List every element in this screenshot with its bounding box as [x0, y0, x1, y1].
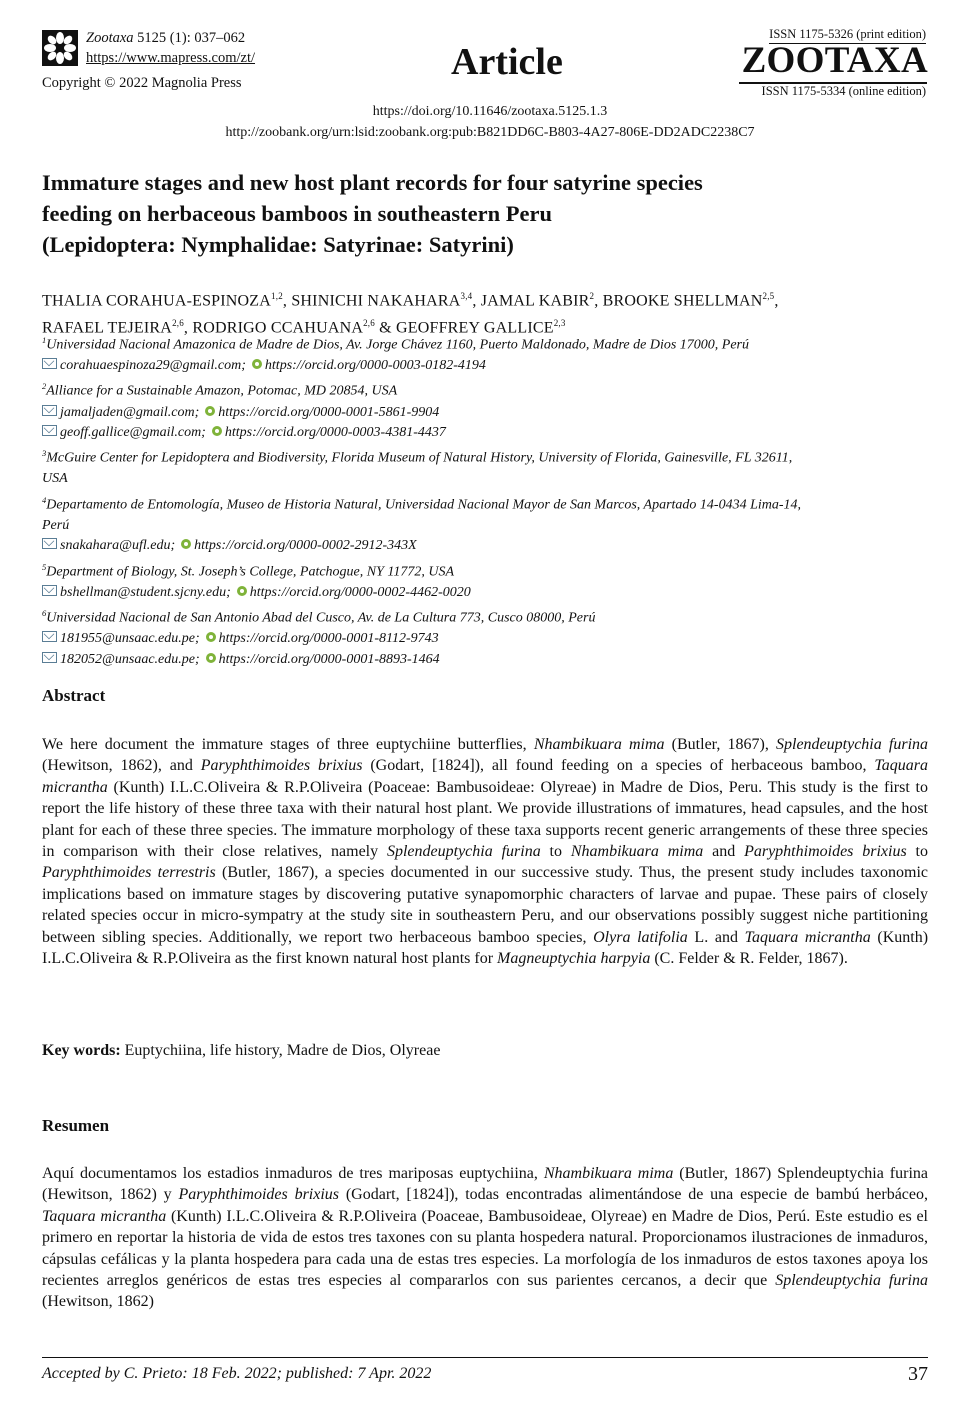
journal-issue: 5125 (1): 037–062: [133, 30, 246, 46]
email-link[interactable]: bshellman@student.sjcny.edu;: [60, 584, 231, 600]
keywords-label: Key words:: [42, 1042, 121, 1059]
contact-line: [42, 650, 932, 670]
article-type-label: Article: [451, 41, 563, 83]
orcid-icon: [181, 539, 191, 549]
orcid-icon: [237, 586, 247, 596]
email-icon: [42, 405, 57, 416]
affiliation-3: [42, 443, 932, 469]
title-line: Immature stages and new host plant records for four satyrine species: [42, 170, 703, 195]
magnolia-flower-icon: [42, 30, 78, 66]
species-name: Olyra latifolia: [593, 928, 688, 946]
abstract-paragraph: [42, 734, 928, 969]
journal-name: Zootaxa: [86, 30, 134, 46]
author-name: THALIA CORAHUA-ESPINOZA: [42, 292, 272, 310]
affiliation-4-cont: Perú: [42, 517, 70, 533]
author-name: BROOKE SHELLMAN: [602, 292, 763, 310]
species-name: Nhambikuara mima: [543, 1165, 674, 1182]
affiliation-number: 3: [42, 448, 47, 459]
affiliation-6: [42, 603, 932, 629]
issn-print: ISSN 1175-5326 (print edition): [769, 27, 926, 44]
orcid-link[interactable]: https://orcid.org/0000-0002-4462-0020: [249, 584, 471, 600]
email-link[interactable]: 181955@unsaac.edu.pe;: [60, 631, 200, 647]
text-run: (Butler, 1867), a species documented in our successive study. Thus, the present study includes taxonomic implications based on immature stages by discovering putative synapomorphic characters of larvae and pupae. These pairs of closely related species occur in micro-sympatry at the study site in southeastern Peru, and our observations possibly suggest niche partitioning between sibling species. Additionally, we report two herbaceous bamboo species,: [42, 864, 929, 946]
text-run: to: [540, 843, 571, 861]
text-run: (C. Felder & R. Felder, 1867).: [650, 950, 848, 968]
author-separator: ,: [183, 319, 193, 337]
affiliation-4: [42, 490, 932, 516]
affiliation-3-cont: USA: [42, 471, 68, 487]
text-run: Aquí documentamos los estadios inmaduros de tres mariposas euptychiina,: [42, 1165, 544, 1182]
author-name: RODRIGO CCAHUANA: [192, 319, 364, 337]
title-line: (Lepidoptera: Nymphalidae: Satyrinae: Satyrini): [42, 232, 514, 257]
species-name: Nhambikuara mima: [533, 736, 665, 753]
email-icon: [42, 538, 57, 549]
text-run: and: [703, 843, 745, 861]
text-run: (Kunth) I.L.C.Oliveira & R.P.Oliveira (Poaceae: Bambusoideae: Olyreae) in Madre de Dios, Peru. This study is the first to report the life history of these three taxa with their natural host plant. We provide illustrations of immatures, head capsules, and the host plant for each of these three species. The immature morphology of these taxa supports recent generic arrangements of these three species in comparison with their close relatives, namely: [42, 778, 928, 861]
affiliation-1: [42, 330, 932, 356]
species-name: Paryphthimoides brixius: [178, 1186, 340, 1204]
affiliation-number: 6: [42, 608, 47, 619]
zoobank-link[interactable]: http://zoobank.org/urn:lsid:zoobank.org:pub:B821DD6C-B803-4A27-806E-DD2ADC2238C7: [225, 125, 755, 140]
abstract-heading: Abstract: [42, 686, 106, 705]
email-icon: [42, 652, 57, 663]
email-link[interactable]: snakahara@ufl.edu;: [60, 538, 176, 554]
text-run: (Butler, 1867),: [664, 736, 776, 753]
author-affiliation-ref: 2: [589, 291, 595, 301]
acceptance-note: Accepted by C. Prieto: 18 Feb. 2022; published: 7 Apr. 2022: [42, 1365, 432, 1382]
author-separator: ,: [774, 292, 779, 310]
affiliation-text: Department of Biology, St. Joseph’s College, Patchogue, NY 11772, USA: [46, 564, 455, 580]
email-icon: [42, 631, 57, 642]
email-link[interactable]: jamaljaden@gmail.com;: [60, 404, 200, 420]
resumen-heading: Resumen: [42, 1116, 110, 1135]
text-run: (Kunth) I.L.C.Oliveira & R.P.Oliveira as the first known natural host plants for: [42, 928, 929, 968]
orcid-icon: [206, 632, 216, 642]
text-run: (Hewitson, 1862), and: [42, 757, 201, 775]
contact-line: [42, 356, 932, 376]
footer-rule: [42, 1357, 928, 1358]
species-name: Taquara micrantha: [744, 928, 871, 946]
contact-line: [42, 536, 932, 556]
author-affiliation-ref: 2,6: [172, 318, 184, 329]
orcid-icon: [205, 406, 215, 416]
orcid-link[interactable]: https://orcid.org/0000-0001-8893-1464: [218, 651, 440, 667]
doi-link[interactable]: https://doi.org/10.11646/zootaxa.5125.1.3: [372, 104, 608, 119]
affiliation-number: 4: [42, 494, 47, 505]
contact-line: [42, 423, 932, 443]
author-separator: ,: [594, 292, 603, 310]
orcid-link[interactable]: https://orcid.org/0000-0003-4381-4437: [224, 424, 446, 440]
orcid-icon: [206, 653, 216, 663]
author-name: SHINICHI NAKAHARA: [291, 292, 461, 310]
species-name: Paryphthimoides terrestris: [42, 864, 216, 882]
copyright-notice: Copyright © 2022 Magnolia Press: [42, 75, 242, 91]
species-name: Taquara micrantha: [42, 1207, 167, 1225]
affiliation-number: 2: [42, 381, 47, 392]
species-name: Splendeuptychia furina: [386, 843, 541, 861]
author-separator: ,: [282, 292, 292, 310]
author-affiliation-ref: 2,5: [762, 291, 775, 301]
contact-line: [42, 583, 932, 603]
journal-website-link[interactable]: https://www.mapress.com/zt/: [86, 50, 256, 66]
orcid-link[interactable]: https://orcid.org/0000-0002-2912-343X: [194, 538, 417, 554]
identifiers: [0, 101, 980, 143]
journal-citation: [86, 28, 255, 68]
journal-brand: ZOOTAXA: [741, 40, 928, 81]
species-name: Paryphthimoides brixius: [744, 843, 907, 861]
affiliation-text: Departamento de Entomología, Museo de Historia Natural, Universidad Nacional Mayor de San Marcos, Apartado 14-0434 Lima-14,: [46, 497, 802, 513]
species-name: Taquara micrantha: [42, 757, 929, 796]
species-name: Magneuptychia harpyia: [497, 950, 651, 968]
species-name: Paryphthimoides brixius: [200, 757, 363, 775]
author-name: RAFAEL TEJEIRA: [42, 319, 173, 337]
affiliation-2: [42, 376, 932, 402]
title-line: feeding on herbaceous bamboos in southeastern Peru: [42, 201, 553, 226]
text-run: L. and: [687, 928, 745, 946]
affiliation-text: Alliance for a Sustainable Amazon, Potomac, MD 20854, USA: [46, 384, 398, 400]
author-affiliation-ref: 3,4: [460, 291, 473, 301]
keywords: [42, 1042, 440, 1060]
issn-online: ISSN 1175-5334 (online edition): [761, 84, 926, 98]
resumen-paragraph: [42, 1163, 928, 1313]
text-run: (Godart, [1824]), all found feeding on a species of herbaceous bamboo,: [362, 757, 875, 775]
author-separator: ,: [472, 292, 481, 310]
text-run: (Butler, 1867) Splendeuptychia furina (Hewitson, 1862) y: [42, 1165, 928, 1204]
page-number: 37: [908, 1363, 928, 1385]
author-affiliation-ref: 1,2: [271, 291, 283, 301]
email-icon: [42, 358, 57, 369]
email-link[interactable]: geoff.gallice@gmail.com;: [60, 424, 206, 440]
author-affiliation-ref: 2,6: [363, 318, 375, 329]
email-link[interactable]: 182052@unsaac.edu.pe;: [60, 651, 200, 667]
species-name: Nhambikuara mima: [570, 843, 704, 861]
species-name: Splendeuptychia furina: [775, 1272, 929, 1290]
orcid-icon: [252, 359, 262, 369]
email-icon: [42, 585, 57, 596]
author-name: GEOFFREY GALLICE: [396, 319, 554, 337]
orcid-icon: [212, 426, 222, 436]
text-run: We here document the immature stages of three euptychiine butterflies,: [42, 736, 534, 753]
orcid-link[interactable]: https://orcid.org/0000-0001-8112-9743: [218, 631, 439, 647]
author-name: JAMAL KABIR: [480, 292, 590, 310]
text-run: (Kunth) I.L.C.Oliveira & R.P.Oliveira (Poaceae, Bambusoideae, Olyreae) en Madre de Dios, Perú. Este estudio es el primero en reportar la historia de vida de estos tres taxones con su planta hospedera natural. Proporcionamos ilustraciones de inmaduros, cápsulas cefálicas y la planta hospedera para cada una de estas tres especies. La morfología de los inmaduros de estos taxones apoya los recientes arreglos genéricos de estas tres especies al compararlos con sus parientes cercanos, a decir que: [42, 1207, 929, 1290]
text-run: to: [906, 843, 928, 861]
email-link[interactable]: corahuaespinoza29@gmail.com;: [60, 358, 246, 374]
affiliation-5: [42, 557, 932, 583]
author-separator: &: [374, 319, 396, 337]
text-run: (Hewitson, 1862): [42, 1293, 154, 1311]
affiliation-text: Universidad Nacional de San Antonio Abad del Cusco, Av. de La Cultura 773, Cusco 08000, Perú: [46, 610, 596, 626]
affiliation-number: 1: [42, 335, 47, 345]
contact-line: [42, 629, 932, 649]
paper-title: [42, 167, 942, 260]
affiliation-text: Universidad Nacional Amazonica de Madre de Dios, Av. Jorge Chávez 1160, Puerto Maldonado, Madre de Dios 17000, Perú: [46, 337, 750, 353]
affiliation-number: 5: [42, 561, 47, 572]
species-name: Splendeuptychia furina: [776, 736, 929, 753]
email-icon: [42, 425, 57, 436]
contact-line: [42, 403, 932, 423]
orcid-link[interactable]: https://orcid.org/0000-0003-0182-4194: [264, 358, 486, 374]
orcid-link[interactable]: https://orcid.org/0000-0001-5861-9904: [218, 404, 440, 420]
affiliations: [42, 330, 932, 670]
text-run: (Godart, [1824]), todas encontradas alimentándose de una especie de bambú herbáceo,: [339, 1186, 929, 1204]
keywords-text: Euptychiina, life history, Madre de Dios, Olyreae: [120, 1042, 441, 1059]
affiliation-text: McGuire Center for Lepidoptera and Biodiversity, Florida Museum of Natural History, University of Florida, Gainesville, FL 32611,: [46, 451, 793, 466]
author-affiliation-ref: 2,3: [553, 318, 566, 329]
